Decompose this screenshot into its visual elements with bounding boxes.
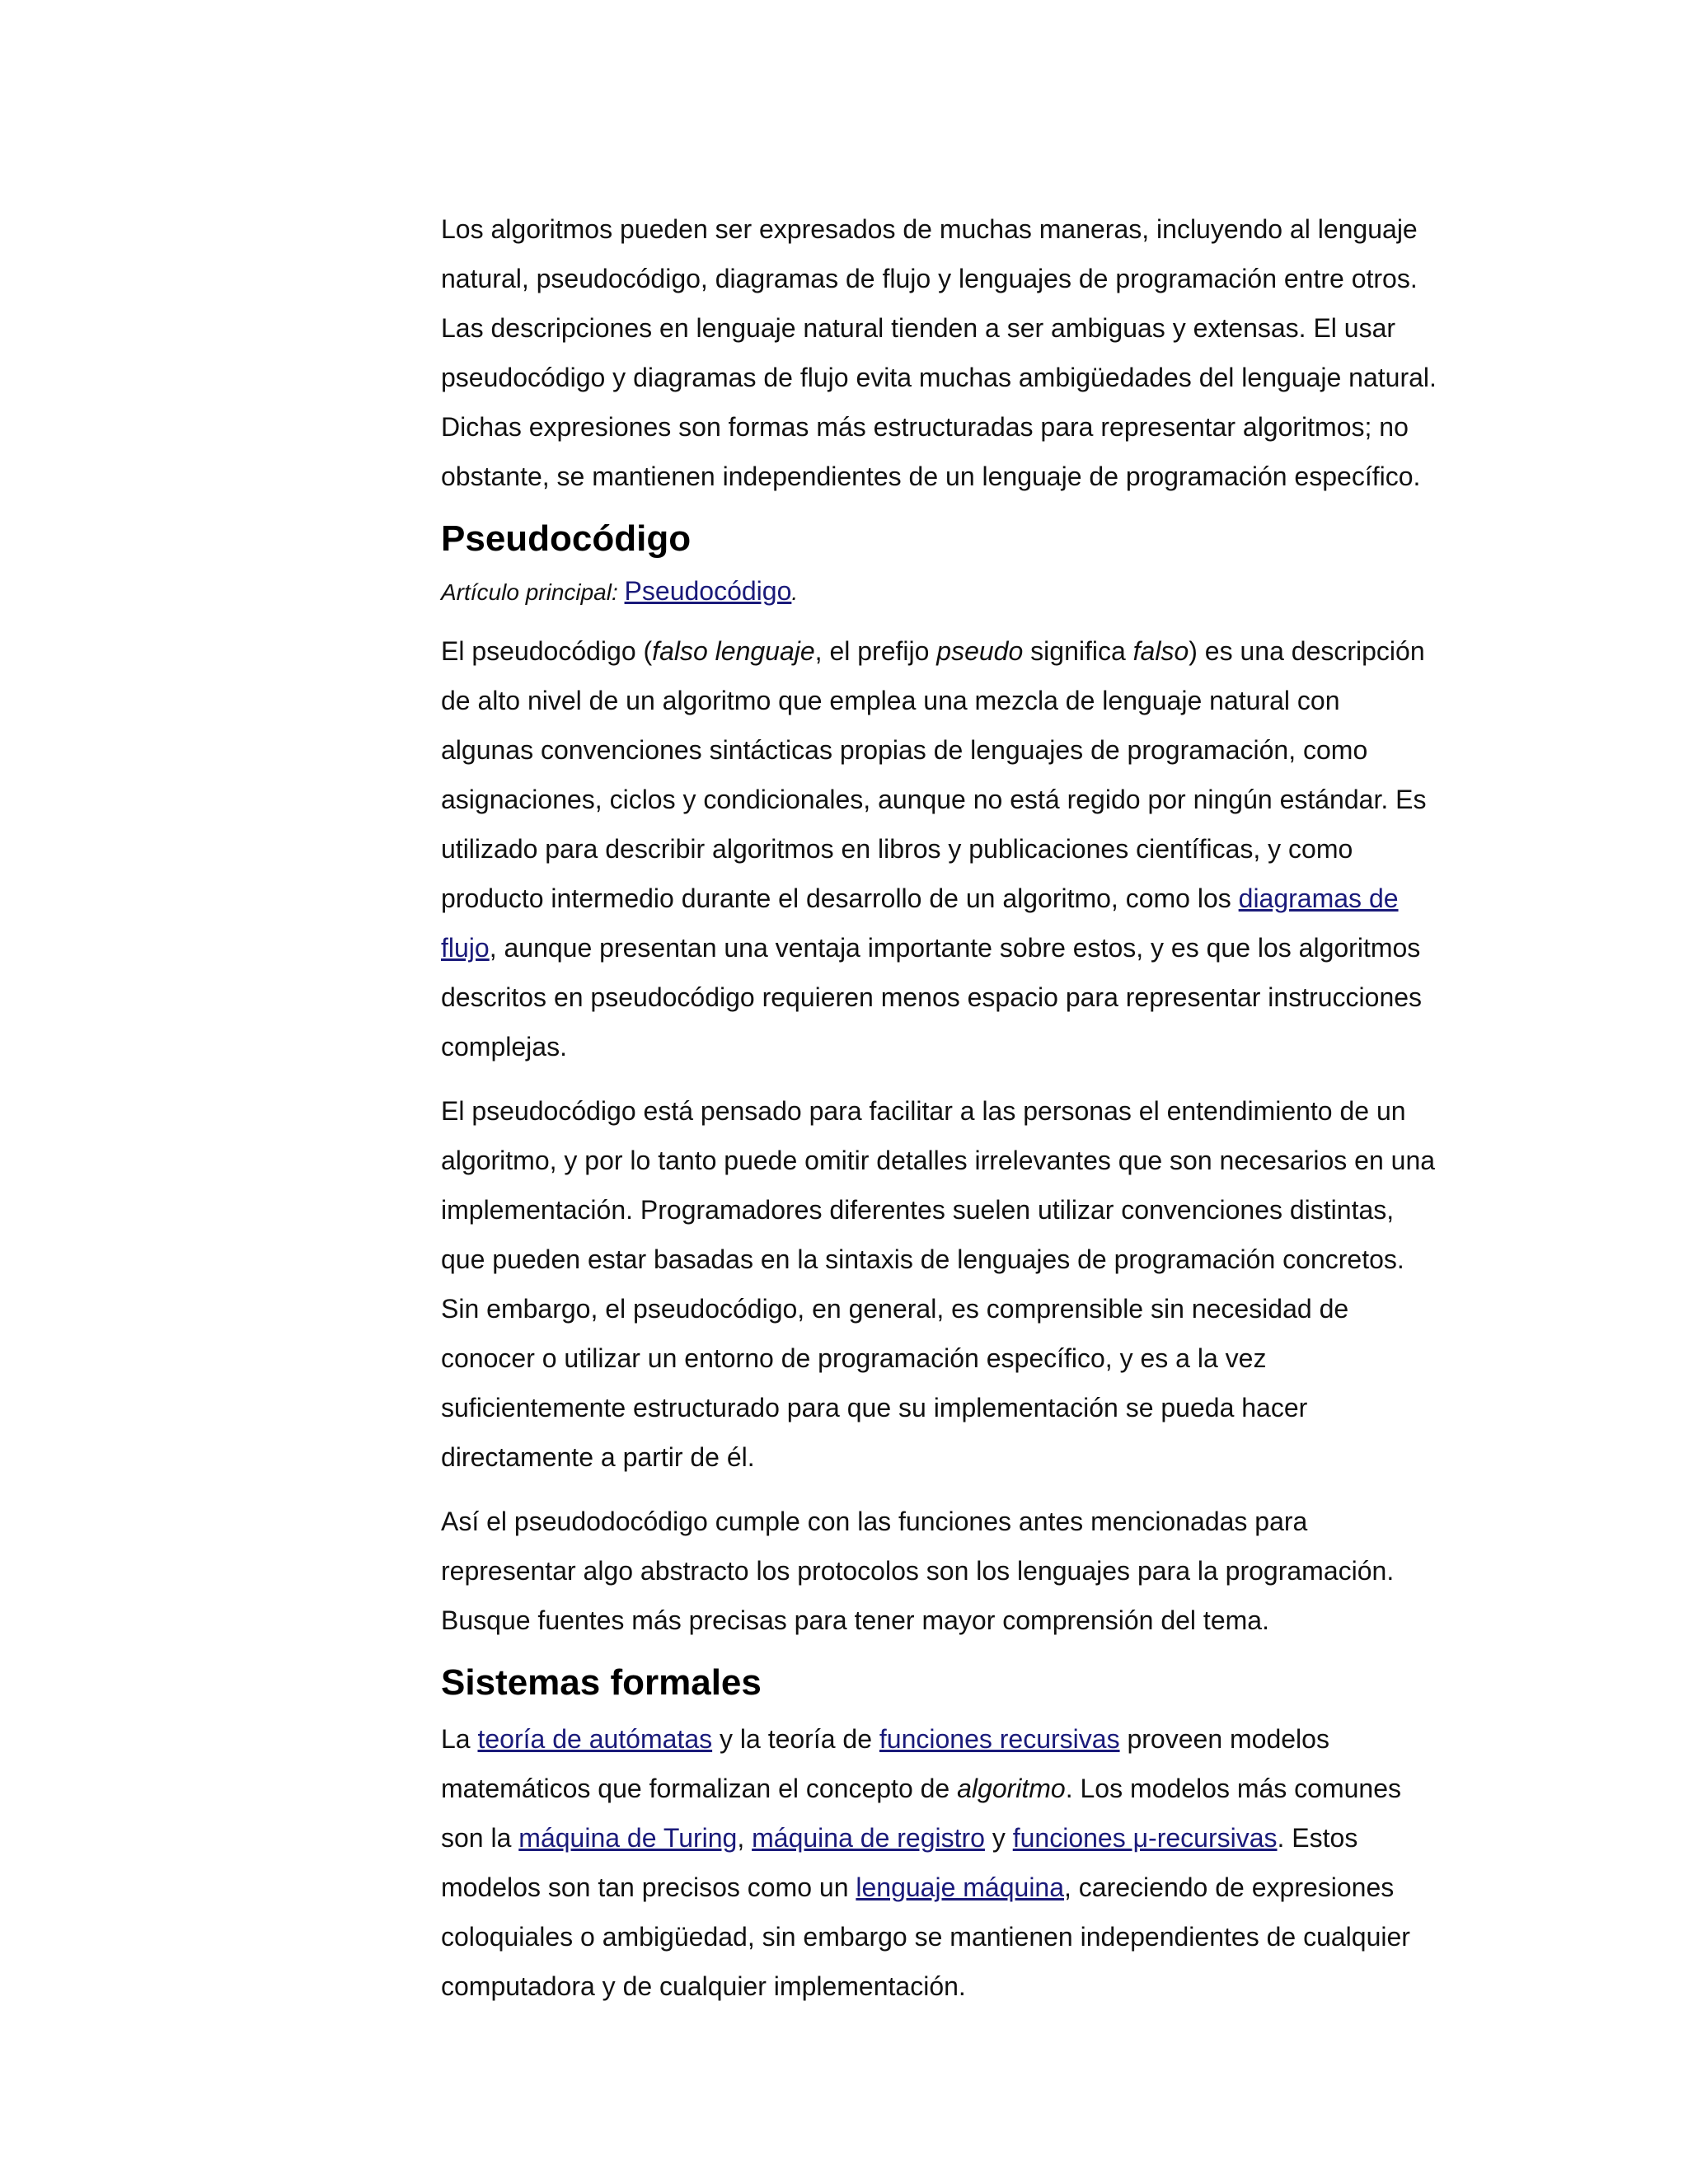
text-run: . Los modelos más comunes son la bbox=[441, 1774, 1402, 1853]
link-maquina-de-registro[interactable]: máquina de registro bbox=[752, 1823, 985, 1853]
text-run: y bbox=[984, 1823, 1013, 1853]
section-heading-pseudocodigo: Pseudocódigo bbox=[441, 518, 692, 559]
text-run: ) es una descripción de alto nivel de un algoritmo que emplea una mezcla de lenguaje natural con algunas convenciones sintácticas propias de lenguajes de programación, como asignaciones, ciclos y condicionales, aunque no está regido por ningún estándar. Es utilizado para describir algoritmos en libros y publicaciones científicas, y como producto intermedio durante el desarrollo de un algoritmo, como los bbox=[441, 636, 1427, 913]
emphasis-falso-lenguaje: falso lenguaje bbox=[652, 636, 815, 666]
pseudocode-paragraph-1 bbox=[441, 626, 1438, 1071]
text-run: significa bbox=[1023, 636, 1133, 666]
text-run: y la teoría de bbox=[712, 1724, 879, 1754]
pseudocode-paragraph-2: El pseudocódigo está pensado para facilitar a las personas el entendimiento de un algoritmo, y por lo tanto puede omitir detalles irrelevantes que son necesarios en una implementación. Programadores diferentes suelen utilizar convenciones distintas, que pueden estar basadas en la sintaxis de lenguajes de programación concretos. Sin embargo, el pseudocódigo, en general, es comprensible sin necesidad de conocer o utilizar un entorno de programación específico, y es a la vez suficientemente estructurado para que su implementación se pueda hacer directamente a partir de él. bbox=[441, 1096, 1436, 1472]
article-content bbox=[441, 204, 1438, 2026]
intro-paragraph: Los algoritmos pueden ser expresados de muchas maneras, incluyendo al lenguaje natural, pseudocódigo, diagramas de flujo y lenguajes de programación entre otros. Las descripciones en lenguaje natural tienden a ser ambiguas y extensas. El usar pseudocódigo y diagramas de flujo evita muchas ambigüedades del lenguaje natural. Dichas expresiones son formas más estructuradas para representar algoritmos; no obstante, se mantienen independientes de un lenguaje de programación específico. bbox=[441, 214, 1437, 491]
text-run: . Estos modelos son tan precisos como un bbox=[441, 1823, 1358, 1902]
link-teoria-de-automatas[interactable]: teoría de autómatas bbox=[477, 1724, 713, 1754]
link-funciones-recursivas[interactable]: funciones recursivas bbox=[879, 1724, 1120, 1754]
main-article-hatnote bbox=[441, 570, 1438, 613]
text-run: El pseudocódigo ( bbox=[441, 636, 653, 666]
emphasis-pseudo: pseudo bbox=[936, 636, 1024, 666]
link-lenguaje-maquina[interactable]: lenguaje máquina bbox=[856, 1872, 1065, 1902]
section-heading-sistemas-formales: Sistemas formales bbox=[441, 1662, 762, 1703]
text-run: , careciendo de expresiones coloquiales o ambigüedad, sin embargo se mantienen independientes de cualquier computadora y de cualquier implementación. bbox=[441, 1872, 1410, 2001]
hatnote-prefix: Artículo principal: bbox=[441, 579, 625, 605]
emphasis-falso: falso bbox=[1132, 636, 1189, 666]
text-run: proveen modelos matemáticos que formalizan el concepto de bbox=[441, 1724, 1329, 1803]
link-maquina-de-turing[interactable]: máquina de Turing bbox=[518, 1823, 738, 1853]
link-funciones-mu-recursivas[interactable]: funciones μ-recursivas bbox=[1012, 1823, 1278, 1853]
formal-systems-paragraph bbox=[441, 1714, 1438, 2011]
text-run: , el prefijo bbox=[814, 636, 937, 666]
hatnote-suffix: . bbox=[791, 579, 799, 605]
text-run: , aunque presentan una ventaja importante sobre estos, y es que los algoritmos descritos en pseudocódigo requieren menos espacio para representar instrucciones complejas. bbox=[441, 933, 1423, 1062]
text-run: La bbox=[441, 1724, 478, 1754]
link-diagramas-de-flujo[interactable]: diagramas de flujo bbox=[441, 883, 1399, 963]
link-pseudocodigo[interactable]: Pseudocódigo bbox=[624, 576, 792, 606]
emphasis-algoritmo: algoritmo bbox=[957, 1774, 1066, 1803]
pseudocode-paragraph-3: Así el pseudodocódigo cumple con las funciones antes mencionadas para representar algo abstracto los protocolos son los lenguajes para la programación. Busque fuentes más precisas para tener mayor comprensión del tema. bbox=[441, 1507, 1395, 1635]
text-run: , bbox=[737, 1823, 753, 1853]
